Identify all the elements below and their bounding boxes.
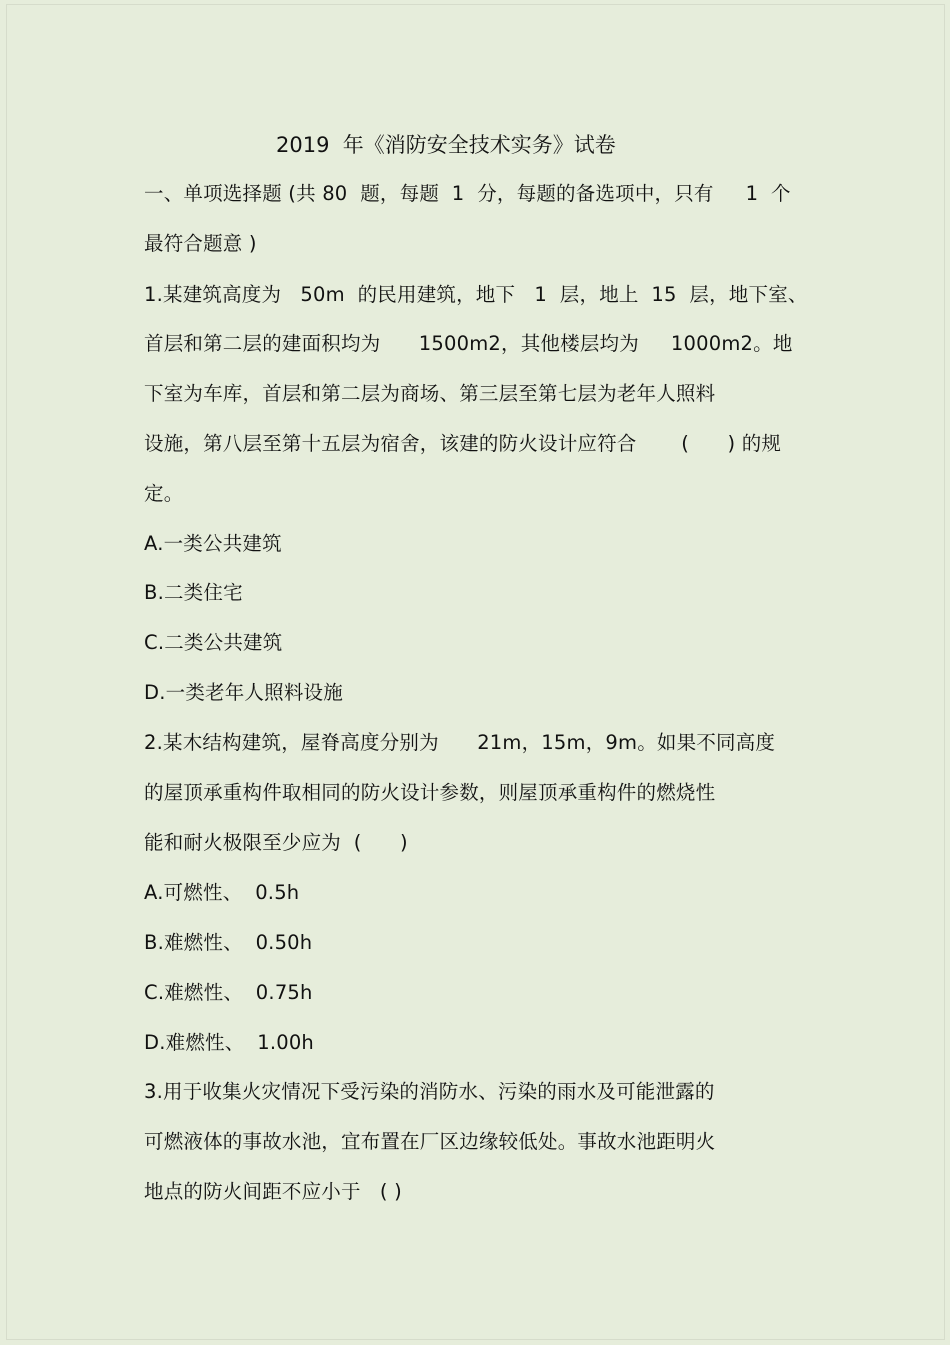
q1-option-b: B.二类住宅 (144, 581, 243, 604)
q3-stem-line-1: 3.用于收集火灾情况下受污染的消防水、污染的雨水及可能泄露的 (144, 1080, 715, 1103)
q2-option-c: C.难燃性、 0.75h (144, 981, 313, 1004)
q2-option-a: A.可燃性、 0.5h (144, 881, 300, 904)
q1-stem-line-3: 下室为车库，首层和第二层为商场、第三层至第七层为老年人照料 (144, 382, 716, 405)
q1-stem-line-4: 设施，第八层至第十五层为宿舍，该建的防火设计应符合 ( ) 的规 (144, 432, 782, 455)
q2-stem-line-1: 2.某木结构建筑，屋脊高度分别为 21m，15m，9m。如果不同高度 (144, 731, 776, 754)
q1-stem-line-5: 定。 (144, 482, 184, 505)
q3-stem-line-3: 地点的防火间距不应小于 ( ) (144, 1180, 402, 1203)
q1-option-c: C.二类公共建筑 (144, 631, 283, 654)
section-header-line-1: 一、单项选择题 (共 80 题，每题 1 分，每题的备选项中，只有 1 个 (144, 182, 791, 205)
q1-option-a: A.一类公共建筑 (144, 532, 282, 555)
q1-stem-line-2: 首层和第二层的建面积均为 1500m2，其他楼层均为 1000m2。地 (144, 332, 793, 355)
q3-stem-line-2: 可燃液体的事故水池，宜布置在厂区边缘较低处。事故水池距明火 (144, 1130, 716, 1153)
q1-option-d: D.一类老年人照料设施 (144, 681, 343, 704)
q2-stem-line-2: 的屋顶承重构件取相同的防火设计参数，则屋顶承重构件的燃烧性 (144, 781, 716, 804)
page-title: 2019 年《消防安全技术实务》试卷 (276, 133, 616, 157)
q1-stem-line-1: 1.某建筑高度为 50m 的民用建筑，地下 1 层，地上 15 层，地下室、 (144, 283, 808, 306)
q2-stem-line-3: 能和耐火极限至少应为 ( ) (144, 831, 408, 854)
q2-option-d: D.难燃性、 1.00h (144, 1031, 314, 1054)
q2-option-b: B.难燃性、 0.50h (144, 931, 313, 954)
section-header-line-2: 最符合题意 ) (144, 232, 257, 255)
